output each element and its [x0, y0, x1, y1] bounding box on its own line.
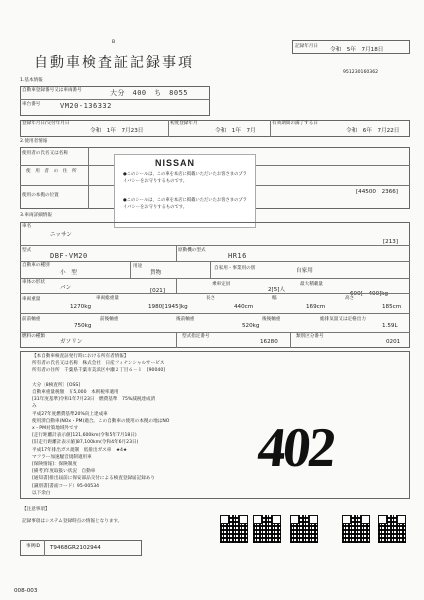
- remarks-line: [通知書]排出届前に保安部品交付による検査登録届記録あり: [32, 476, 156, 482]
- front-rear-label: 前後軸重: [100, 317, 119, 322]
- remarks-line: マフラー加速騒音規制適用車: [32, 454, 92, 460]
- model-value: DBF-VM20: [50, 252, 88, 260]
- rear-front-value: 520kg: [242, 323, 260, 329]
- qr-code-4: [342, 515, 370, 543]
- fuel-value: ガソリン: [60, 339, 83, 345]
- body-label: 車体の形状: [22, 280, 45, 285]
- remarks-line: [32, 375, 252, 382]
- length-value: 440cm: [234, 304, 254, 310]
- chassis-value: VM20-136332: [60, 102, 112, 110]
- height-value: 185cm: [382, 304, 402, 310]
- record-date: 令和 5年 7月18日: [330, 47, 384, 53]
- notes-text: 記録事項はシステム登録時点の情報となります。: [22, 519, 123, 524]
- remarks-line: 平成17年排出ガス規制 低排出ガス車 ★4★: [32, 447, 128, 453]
- user-name-label: 使用者の氏名又は名称: [22, 151, 68, 156]
- rear-front-label: 後前軸重: [176, 317, 195, 322]
- qr-code-2: [253, 515, 281, 543]
- weight-label: 車両重量: [22, 297, 41, 302]
- use-value: 貨物: [150, 270, 162, 276]
- chassis-label: 車台番号: [22, 102, 41, 107]
- private-label: 自家用・事業用の別: [214, 266, 256, 271]
- private-value: 自家用: [296, 268, 313, 274]
- category-label: 類別区分番号: [296, 334, 324, 339]
- model-label: 型式: [22, 248, 32, 253]
- displacement-value: 1.59L: [382, 323, 398, 329]
- use-label: 用途: [133, 264, 143, 269]
- remarks-line: 【本自動車検査証発行時における所有者情報】: [32, 354, 129, 359]
- base-label: 使用の本拠の位置: [22, 193, 59, 198]
- first-reg2-label: 初度登録年月: [170, 121, 198, 126]
- seal-text-1: ●このシールは、この車を本店に掲載いただいたお客さまのプライバシーをお守りするものです。: [123, 172, 247, 184]
- rear-axle-label: 後後軸重: [262, 317, 281, 322]
- remarks-line: [旧走行距離計表示値]87,100km(令和4年6月23日): [32, 440, 139, 446]
- doc-code: 008-003: [14, 588, 38, 594]
- remarks-line: 所有者の氏名又は名称 株式会社 日産フィナンシャルサービス: [32, 361, 165, 367]
- engine-label: 原動機の型式: [178, 248, 206, 253]
- case-id-value: T9468GR2102944: [50, 545, 101, 551]
- remarks-text: [32, 353, 252, 497]
- height-label: 高さ: [345, 296, 355, 301]
- section-owner: 2.使用者情報: [20, 139, 48, 144]
- first-reg-label: 登録年月日/交付年月日: [22, 121, 70, 126]
- privacy-seal: [114, 154, 256, 228]
- section-vehicle: 3.車両詳細情報: [20, 213, 52, 218]
- engine-value: HR16: [228, 252, 247, 260]
- maker-code: [213]: [383, 239, 399, 245]
- remarks-line: [備考]年度取扱い状況 自動車: [32, 469, 96, 475]
- remarks-line: 平成27年度燃費基準20%向上達成車: [32, 411, 108, 417]
- body-value: バン: [60, 285, 72, 291]
- weight-value: 1270kg: [70, 304, 92, 310]
- class-value: 小 型: [60, 270, 77, 276]
- remarks-line: x・PM対策地域外です: [32, 426, 79, 432]
- form-letter: B: [112, 40, 116, 45]
- maker-value: ニッサン: [50, 232, 72, 238]
- first-reg-value: 令和 1年 7月23日: [90, 128, 144, 134]
- nissan-logo: NISSAN: [155, 158, 196, 168]
- qr-code-5: [378, 515, 406, 543]
- class-label: 自動車の種別: [22, 263, 50, 268]
- capacity-label: 乗車定員: [212, 282, 231, 287]
- type-designation-value: 16280: [260, 339, 278, 345]
- reg-value: 大分 400 ち 8055: [110, 89, 189, 97]
- front-axle-value: 750kg: [74, 323, 92, 329]
- remarks-line: 所有者の住所 千葉県千葉市美浜区中瀬２丁目６－１ [90040]: [32, 368, 166, 374]
- case-id-label: 事例ID: [26, 544, 41, 549]
- owner-code: [44500 2366]: [356, 189, 398, 195]
- fuel-label: 燃料の種類: [22, 334, 45, 339]
- page-title: 自動車検査証記録事項: [34, 55, 194, 71]
- handwritten-number: 402: [254, 417, 337, 479]
- user-address-label: 使 用 者 の 住 所: [26, 169, 77, 174]
- gross-value: 1980[1945]kg: [148, 304, 188, 310]
- body-code: [021]: [150, 288, 166, 294]
- remarks-line: [識別書]書面コード）95-00534: [32, 483, 100, 489]
- expiry-label: 有効期間の満了する日: [272, 121, 318, 126]
- record-date-label: 記録年月日: [295, 44, 318, 49]
- remarks-line: 以下余白: [32, 490, 51, 496]
- displacement-label: 総排気量又は定格出力: [320, 317, 366, 322]
- gross-label: 車両総重量: [96, 296, 119, 301]
- remarks-line: み: [32, 404, 37, 410]
- width-value: 169cm: [306, 304, 326, 310]
- remarks-line: [31年度基準]令和1年7月23日 燃費基準 75%減税達成済: [32, 397, 156, 403]
- expiry-value: 令和 6年 7月22日: [346, 128, 400, 134]
- remarks-line: [保険情報]：保険制度: [32, 462, 77, 468]
- width-label: 幅: [272, 296, 277, 301]
- max-load-label: 最大積載量: [300, 282, 323, 287]
- remarks-line: 自動車重量税額 ￥5,000 本則税率適用: [32, 390, 119, 395]
- reg-label: 自動車登録番号又は車両番号: [22, 88, 82, 93]
- first-reg2-value: 令和 1年 7月: [215, 128, 256, 134]
- remarks-line: 使用済自動車(NOx・PM)適合。この自動車の使用の本拠の地はNO: [32, 418, 170, 424]
- qr-code-3: [290, 515, 318, 543]
- length-label: 長さ: [206, 296, 216, 301]
- notes-title: 【注意事項】: [22, 507, 50, 512]
- capacity-value: 2[5]人: [268, 287, 286, 293]
- category-value: 0201: [386, 339, 401, 345]
- front-axle-label: 前前軸重: [22, 317, 41, 322]
- maker-label: 車名: [22, 224, 32, 229]
- seal-text-2: ●このシールは、この車を本店に掲載いただいたお客さまのプライバシーをお守りするものです。: [123, 198, 247, 210]
- doc-number: 951230160362: [343, 70, 379, 75]
- remarks-line: 大分〔8検査所〕[OSS]: [32, 382, 81, 388]
- max-load-value: 600[ 400]kg: [350, 291, 389, 297]
- section-basic: 1.基本情報: [20, 78, 43, 83]
- remarks-line: [走行距離計表示値]121,600km(令和5年7月18日): [32, 433, 137, 439]
- qr-code-1: [220, 515, 248, 543]
- type-designation-label: 型式指定番号: [182, 334, 210, 339]
